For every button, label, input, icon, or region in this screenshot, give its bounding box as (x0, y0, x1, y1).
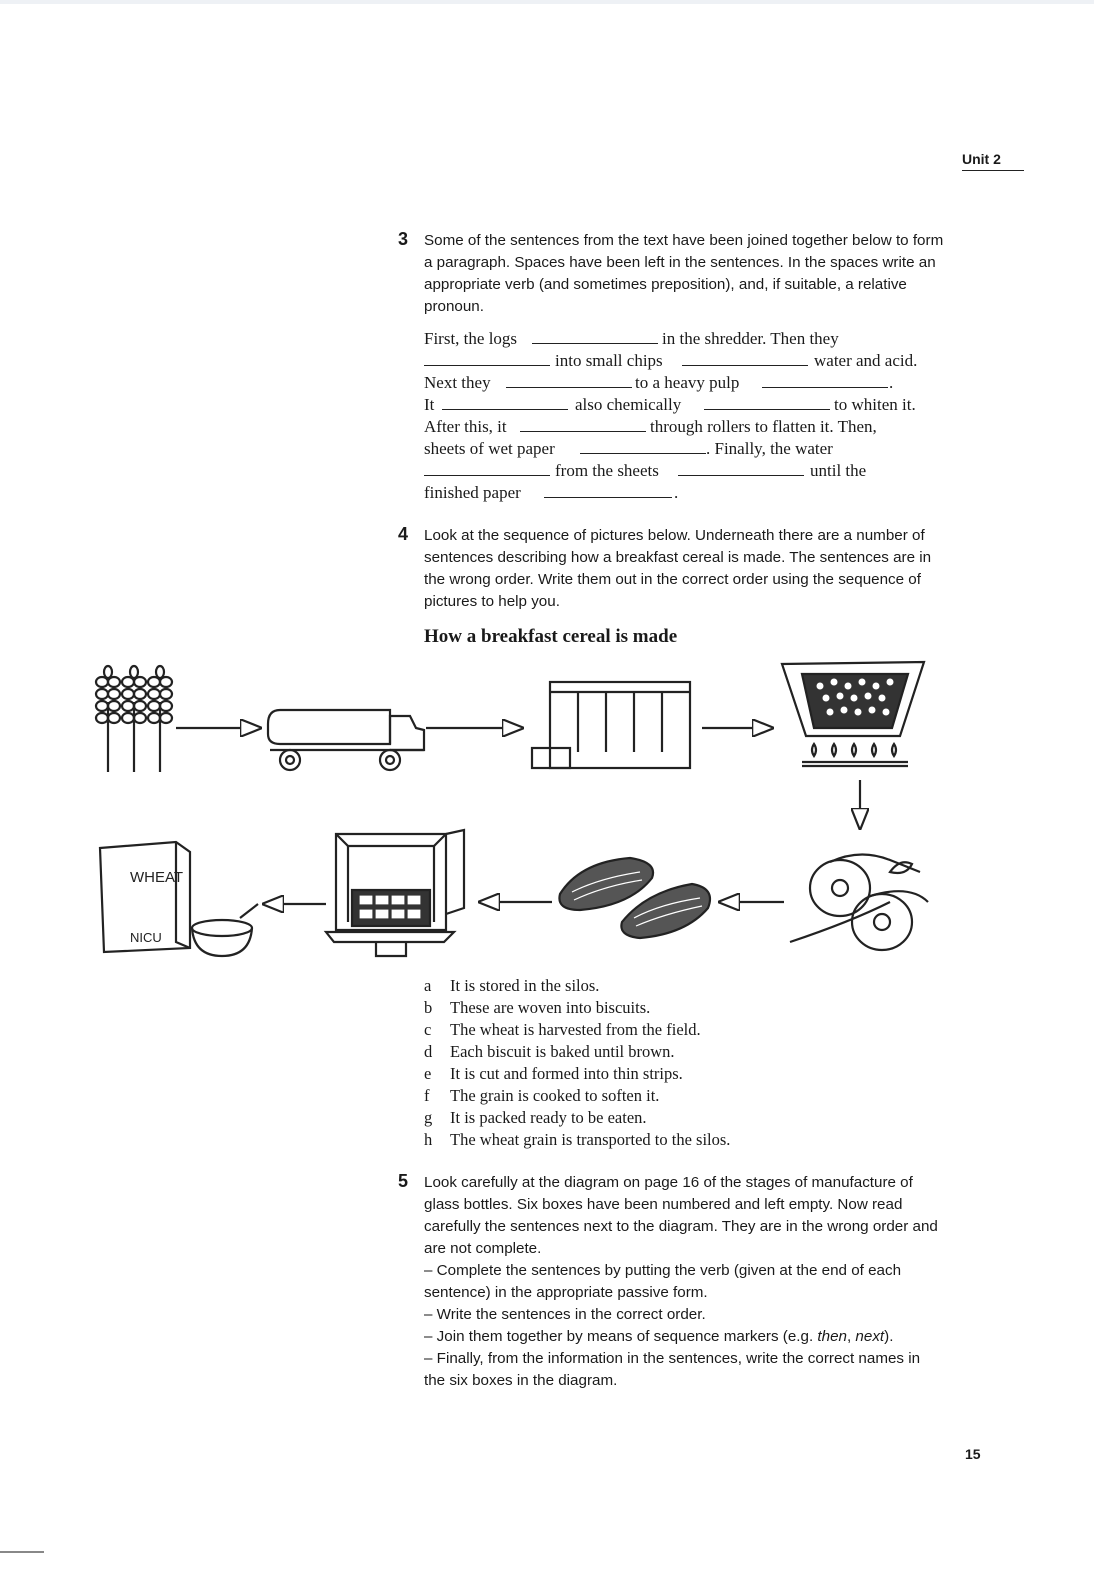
item-text: The wheat grain is transported to the silos. (450, 1130, 731, 1149)
wheat-field-icon (96, 666, 172, 772)
cloze-blank[interactable] (580, 438, 706, 454)
cloze-blank[interactable] (762, 372, 888, 388)
item-letter: f (424, 1086, 430, 1105)
cloze-text: sheets of wet paper (424, 439, 555, 458)
cereal-process-diagram (90, 652, 940, 972)
cloze-blank[interactable] (682, 350, 808, 366)
item-letter: c (424, 1020, 432, 1039)
cloze-text: to whiten it. (834, 395, 916, 414)
rollers-icon (790, 854, 928, 950)
cloze-text: from the sheets (555, 461, 659, 480)
cloze-blank[interactable] (424, 350, 550, 366)
item-text: These are woven into biscuits. (450, 998, 651, 1017)
item-text: It is packed ready to be eaten. (450, 1108, 647, 1127)
truck-icon (268, 710, 424, 770)
corner-mark (0, 1551, 44, 1553)
diagram-title: How a breakfast cereal is made (424, 626, 678, 647)
bullet-text: – Join them together by means of sequence markers (e.g. (424, 1328, 818, 1345)
exercise-4-instruction (424, 525, 944, 613)
cloze-blank[interactable] (704, 394, 830, 410)
cloze-text: It (424, 395, 435, 414)
item-letter: e (424, 1064, 432, 1083)
item-text: The grain is cooked to soften it. (450, 1086, 660, 1105)
exercise-3-number: 3 (398, 229, 409, 249)
cooker-icon (782, 662, 924, 766)
cloze-text: also chemically (575, 395, 682, 414)
bullet-emphasis: then (817, 1328, 847, 1345)
item-text: Each biscuit is baked until brown. (450, 1042, 675, 1061)
exercise-5-paragraph: Look carefully at the diagram on page 16 of the stages of manufacture of glass bottles. Six boxes have been numbered and left empty. Now read carefully the sentences next to the diagram. They are in the wrong order and are not complete. (424, 1174, 938, 1257)
cloze-text: until the (810, 461, 867, 480)
cloze-blank[interactable] (678, 460, 804, 476)
item-letter: g (424, 1108, 433, 1127)
item-letter: a (424, 976, 432, 995)
bullet-text: , (846, 1328, 856, 1345)
bullet-emphasis: next (855, 1328, 885, 1345)
top-border (0, 0, 1094, 4)
exercise-3-instruction (424, 230, 944, 318)
cloze-text: After this, it (424, 417, 507, 436)
exercise-5-bullet: – Finally, from the information in the sentences, write the correct names in the six boxes in the diagram. (424, 1350, 921, 1389)
cloze-blank[interactable] (544, 482, 672, 498)
cloze-text: . (674, 483, 679, 502)
cloze-text: to a heavy pulp (635, 373, 740, 392)
unit-header: Unit 2 (962, 151, 1024, 171)
exercise-5-bullet: – Complete the sentences by putting the verb (given at the end of each sentence) in the appropriate passive form. (424, 1262, 902, 1301)
cloze-text: through rollers to flatten it. Then, (650, 417, 877, 436)
exercise-4-instruction-text: Look at the sequence of pictures below. Underneath there are a number of sentences describing how a breakfast cereal is made. The sentences are in the wrong order. Write them out in the correct order using the sequence of pictures to help you. (424, 527, 932, 610)
silos-icon (532, 682, 690, 768)
bullet-text: ). (884, 1328, 894, 1345)
cloze-text: water and acid. (814, 351, 918, 370)
cloze-text: into small chips (555, 351, 663, 370)
cloze-text: . Finally, the water (706, 439, 833, 458)
cloze-blank[interactable] (506, 372, 632, 388)
exercise-5-bullet: – Write the sentences in the correct order. (424, 1306, 706, 1323)
exercise-3-cloze-paragraph (424, 328, 944, 504)
page-number: 15 (965, 1446, 981, 1462)
item-text: The wheat is harvested from the field. (450, 1020, 701, 1039)
exercise-4-number: 4 (398, 524, 409, 544)
cereal-box-label: WHEAT (130, 869, 184, 886)
item-text: It is stored in the silos. (450, 976, 600, 995)
exercise-3-instruction-text: Some of the sentences from the text have been joined together below to form a paragraph. Spaces have been left in the sentences. In the spaces write an appropriate verb (and sometimes preposition), and, if suitable, a relative pronoun. (424, 232, 944, 315)
exercise-5-number: 5 (398, 1171, 409, 1191)
cloze-text: finished paper (424, 483, 521, 502)
cloze-text: First, the logs (424, 329, 518, 348)
cloze-text: in the shredder. Then they (662, 329, 839, 348)
cloze-text: . (889, 373, 894, 392)
cloze-blank[interactable] (442, 394, 568, 410)
biscuits-icon (559, 858, 710, 938)
exercise-5-instruction (424, 1172, 944, 1392)
cereal-box-brand: NICU (130, 930, 162, 945)
exercise-5-bullet (424, 1326, 944, 1348)
cloze-blank[interactable] (424, 460, 550, 476)
cloze-blank[interactable] (520, 416, 646, 432)
cereal-bowl-icon (192, 904, 258, 956)
item-letter: h (424, 1130, 433, 1149)
cloze-text: Next they (424, 373, 491, 392)
item-text: It is cut and formed into thin strips. (450, 1064, 683, 1083)
oven-icon (326, 830, 464, 956)
item-letter: d (424, 1042, 433, 1061)
item-letter: b (424, 998, 433, 1017)
cloze-blank[interactable] (532, 328, 658, 344)
